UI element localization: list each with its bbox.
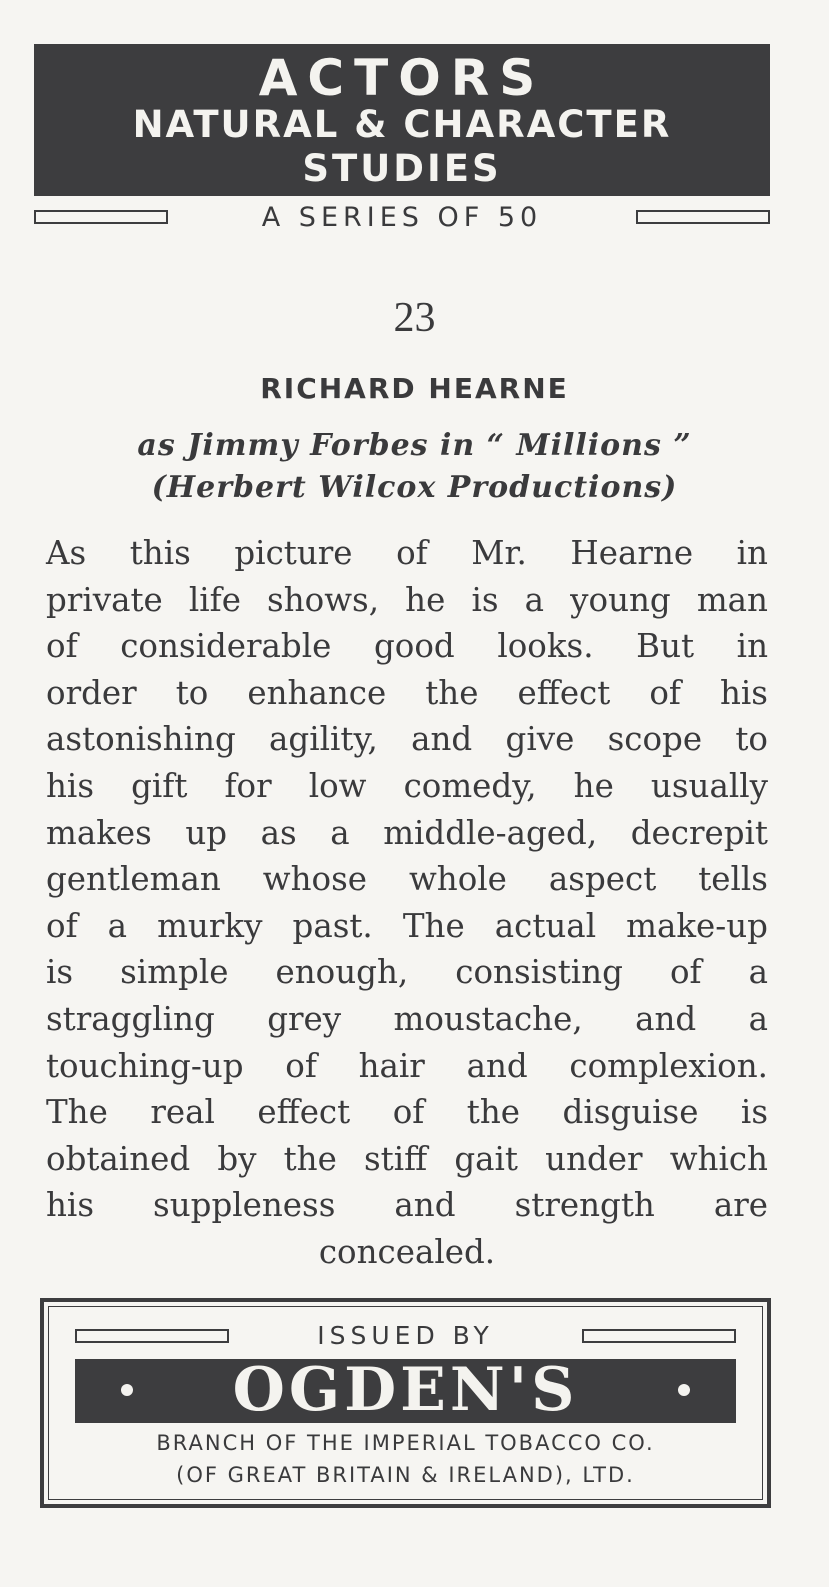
body-line: touching-up of hair and complexion. (46, 1046, 768, 1085)
brand-name: OGDEN'S (232, 1355, 579, 1425)
body-line: of considerable good looks. But in (46, 627, 768, 666)
decorative-bar-left (75, 1329, 229, 1343)
body-line: is simple enough, consisting of a (46, 953, 768, 992)
card-number: 23 (393, 295, 436, 341)
actor-name: RICHARD HEARNE (260, 372, 569, 405)
title-line-2: NATURAL & CHARACTER (132, 103, 672, 146)
issuer-line-2: (OF GREAT BRITAIN & IRELAND), LTD. (176, 1463, 635, 1487)
body-line: of a murky past. The actual make-up (46, 906, 768, 945)
issuer-box (40, 1298, 771, 1508)
body-line: his gift for low comedy, he usually (46, 766, 768, 805)
body-line: his suppleness and strength are (46, 1186, 768, 1225)
title-line-3: STUDIES (302, 147, 502, 190)
series-label: A SERIES OF 50 (261, 202, 543, 233)
title-banner (34, 44, 770, 196)
issuer-line-1: BRANCH OF THE IMPERIAL TOBACCO CO. (156, 1431, 655, 1455)
role-line-2: (Herbert Wilcox Productions) (151, 470, 678, 505)
brand-band (75, 1355, 736, 1425)
role-line-1: as Jimmy Forbes in “ Millions ” (137, 428, 692, 463)
body-line: The real effect of the disguise is (46, 1093, 768, 1132)
body-line: gentleman whose whole aspect tells (46, 860, 768, 899)
body-line: obtained by the stiff gait under which (46, 1139, 768, 1178)
series-row (34, 202, 770, 236)
body-line: astonishing agility, and give scope to (46, 720, 768, 759)
body-line: As this picture of Mr. Hearne in (46, 534, 768, 572)
decorative-bar-right (582, 1329, 736, 1343)
body-line: order to enhance the effect of his (46, 673, 768, 712)
issued-by-label: ISSUED BY (317, 1321, 494, 1350)
title-line-1: ACTORS (258, 49, 546, 107)
body-line: makes up as a middle-aged, decrepit (46, 813, 768, 852)
body-line: private life shows, he is a young man (46, 580, 768, 619)
decorative-bar-right (636, 210, 770, 224)
bullet-dot-icon (678, 1384, 690, 1396)
body-line: straggling grey moustache, and a (46, 999, 768, 1038)
decorative-bar-left (34, 210, 168, 224)
issuer-inner-border (48, 1306, 763, 1500)
description-text (46, 530, 768, 1276)
body-line: concealed. (318, 1232, 496, 1271)
